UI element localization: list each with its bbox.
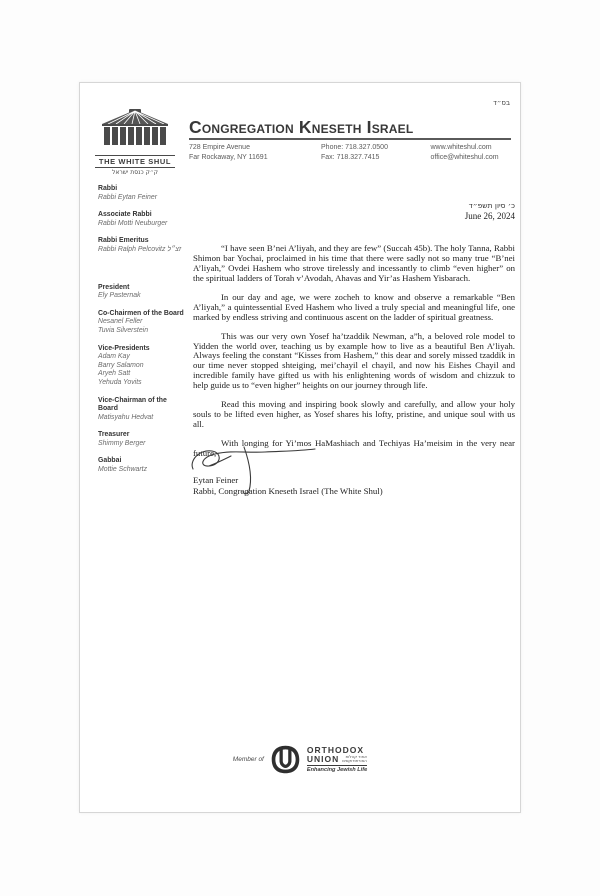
officer-name: Barry Salamon xyxy=(98,361,144,369)
english-date: June 26, 2024 xyxy=(464,211,515,221)
phone-line: Phone: 718.327.0500 xyxy=(321,144,388,151)
officer-title: President xyxy=(98,283,130,291)
white-shul-logo xyxy=(95,109,175,176)
congregation-title: Congregation Kneseth Israel xyxy=(189,117,511,140)
officer-title: Vice-Presidents xyxy=(98,344,150,352)
officer-group xyxy=(98,457,188,474)
officer-group xyxy=(98,284,188,301)
letter-paragraph: In our day and age, we were zocheh to know and observe a remarkable “Ben A’liyah,” a quintessential Eved Hashem who lived a truly special and meaningful life, one marked by endless striving and continuous ascent on the ladder of spiritual greatness. xyxy=(193,291,515,322)
ou-union: UNION xyxy=(306,753,340,764)
address-line1: 728 Empire Avenue xyxy=(189,144,250,151)
hebrew-date: כ׳ סיון תשפ״ד xyxy=(468,201,515,210)
ou-orthodox: ORTHODOX xyxy=(306,744,364,755)
officer-group xyxy=(98,345,188,388)
officer-name: Ely Pasternak xyxy=(98,292,141,300)
officers-sidebar xyxy=(98,185,188,484)
officer-group xyxy=(98,431,188,448)
paragraphs xyxy=(193,244,515,459)
ou-hebrew-text: אחוד קהלות האורתודוקסים xyxy=(342,753,367,763)
phone-block xyxy=(321,143,430,162)
ou-membership xyxy=(80,745,520,774)
officer-title: Vice-Chairman of the Board xyxy=(98,396,167,413)
signer-title: Rabbi, Congregation Kneseth Israel (The White Shul) xyxy=(193,485,383,496)
logo-hebrew: ק״ק כנסת ישראל xyxy=(111,169,158,176)
officer-title: Associate Rabbi xyxy=(98,211,152,219)
logo-name: THE WHITE SHUL xyxy=(95,155,175,168)
address-block xyxy=(189,143,321,162)
officer-name: Mottie Schwartz xyxy=(98,466,148,474)
letter-paragraph: This was our very own Yosef ha’tzaddik Newman, a”h, a beloved role model to Yidden the world over, teaching us by example how to live as a beautiful Ben A’liyah. Always feeling the constant “Kisses from Hashem,” this dear and sorely missed tzaddik in our time never stopped shteiging, mei’chayil el chayil, and now his Eishes Chayil and incredible family have gifted us with his enlightening words of wisdom and chizzuk to help guide us to “even higher” heights on our journey through life. xyxy=(193,330,515,391)
officer-name: Rabbi Motti Neuburger xyxy=(98,219,168,227)
officer-name: Shimmy Berger xyxy=(98,439,146,447)
bsd-inscription: בס״ד xyxy=(493,99,510,107)
website-line: www.whiteshul.com xyxy=(430,144,492,151)
letterhead xyxy=(189,117,511,162)
officer-title: Rabbi Emeritus xyxy=(98,237,149,245)
letter-page xyxy=(79,82,521,813)
date-block xyxy=(193,201,515,222)
letter-body xyxy=(193,201,515,497)
fax-line: Fax: 718.327.7415 xyxy=(321,153,380,161)
officer-name: Matisyahu Hedvat xyxy=(98,413,154,421)
letter-paragraph: “I have seen B’nei A’liyah, and they are few” (Succah 45b). The holy Tanna, Rabbi Shimon bar Yochai, proclaimed in his time that there were sadly not so many true “B’nei A’liyah,” Ovdei Hashem who strove tirelessly and incessantly to climb “even higher” on the spiritual ladders of Torah v’Avodah, Ahavas and Yir’as Hashem Yisbarach. xyxy=(193,243,515,283)
officer-group xyxy=(98,310,188,336)
email-line: office@whiteshul.com xyxy=(430,153,499,161)
shul-building-icon xyxy=(98,109,172,149)
ou-wordmark xyxy=(307,746,367,774)
officer-group xyxy=(98,397,188,423)
officer-title: Gabbai xyxy=(98,457,122,465)
officer-name: Rabbi Ralph Pelcovitz זצ״ל xyxy=(98,245,182,253)
officer-name: Nesanel Feller xyxy=(98,318,143,326)
officer-group xyxy=(98,185,188,202)
contact-info xyxy=(189,143,511,162)
address-line2: Far Rockaway, NY 11691 xyxy=(189,153,268,161)
member-of-label: Member of xyxy=(232,756,264,763)
orthodox-union-icon xyxy=(271,745,300,774)
signoff-block xyxy=(193,475,515,497)
officer-name: Rabbi Eytan Feiner xyxy=(98,193,157,201)
officer-group xyxy=(98,237,188,254)
officer-title: Treasurer xyxy=(98,431,130,439)
officer-name: Aryeh Satt xyxy=(98,370,131,378)
officer-name: Adam Kay xyxy=(98,353,130,361)
letter-paragraph: Read this moving and inspiring book slowly and carefully, and allow your holy souls to be lifted even higher, as Yosef shares his lofty, pristine, and unique soul with us all. xyxy=(193,399,515,430)
officer-title: Co-Chairmen of the Board xyxy=(98,309,184,317)
web-block xyxy=(430,143,511,162)
officer-name: Yehuda Yovits xyxy=(98,378,142,386)
officer-title: Rabbi xyxy=(98,185,118,192)
ou-tagline: Enhancing Jewish Life xyxy=(306,766,368,773)
signer-name: Eytan Feiner xyxy=(193,474,239,485)
letter-paragraph: With longing for Yi’mos HaMashiach and Techiyas Ha’meisim in the very near future, xyxy=(193,438,515,458)
officer-name: Tuvia Silverstein xyxy=(98,326,149,334)
officer-group xyxy=(98,211,188,228)
